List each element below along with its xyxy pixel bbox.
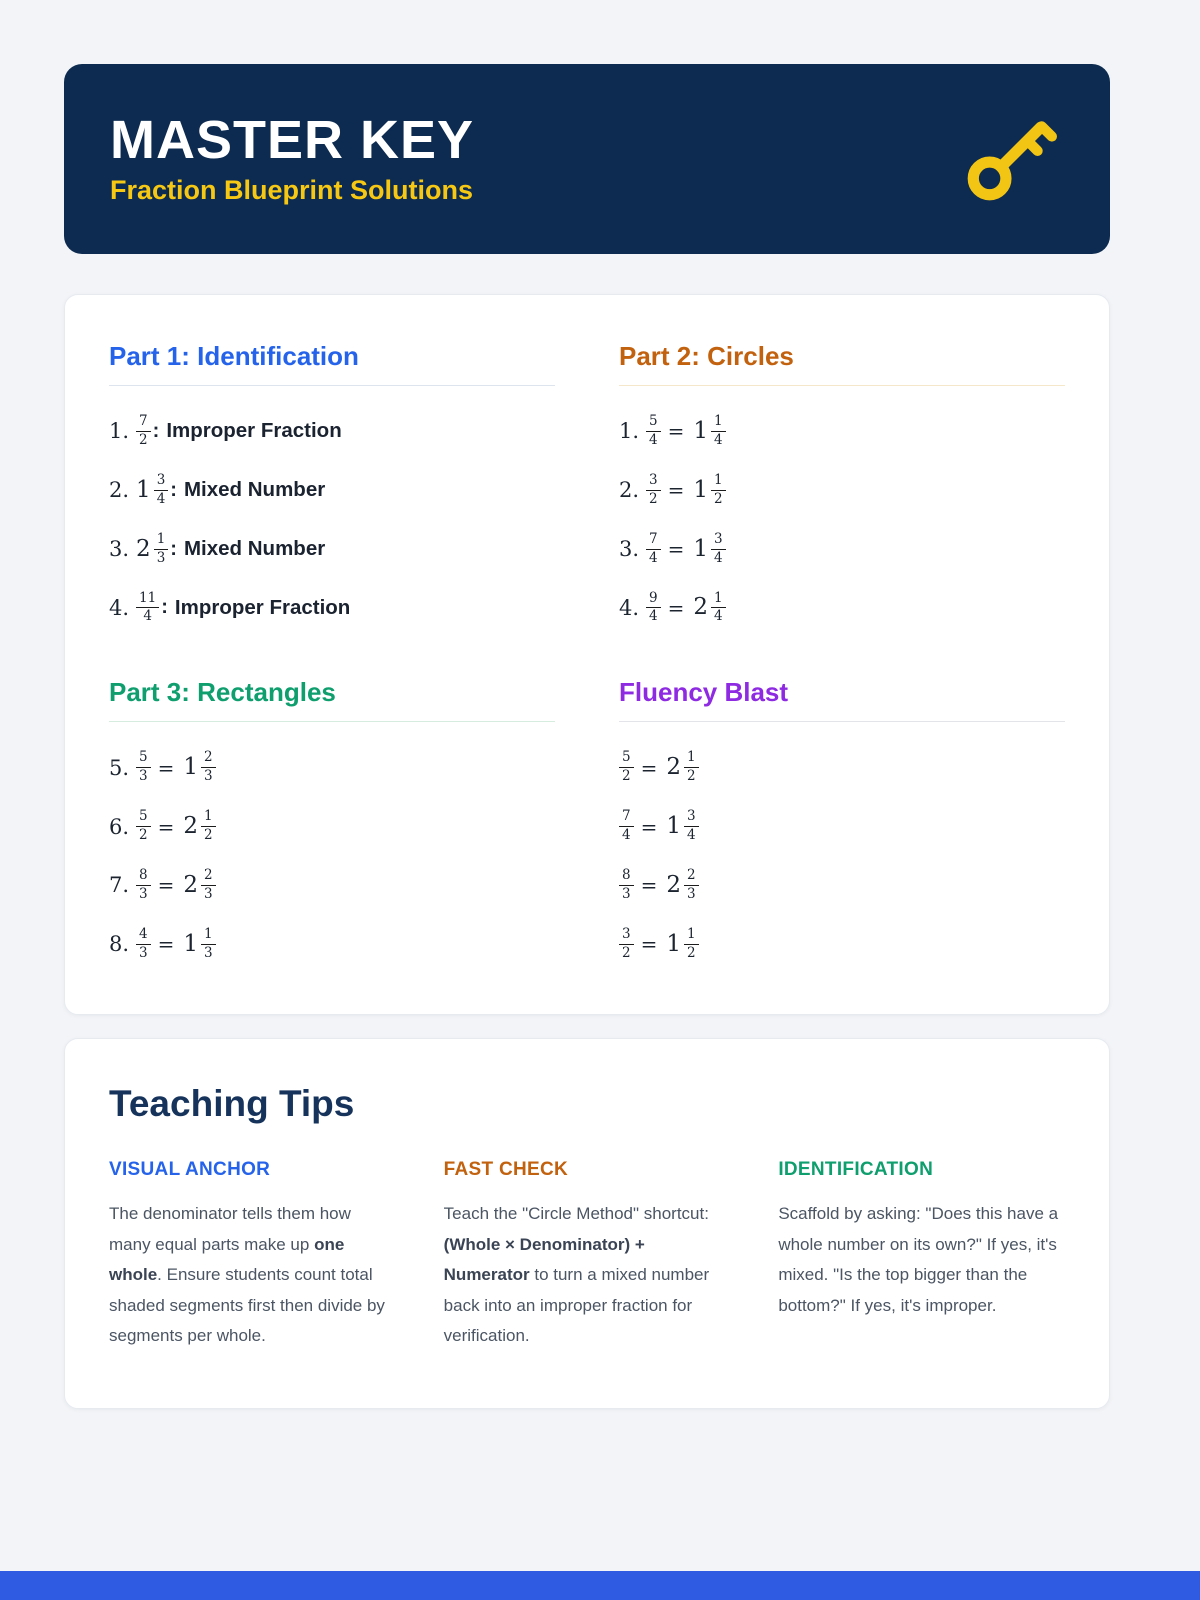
stacked-fraction <box>136 591 159 626</box>
answer-list <box>109 414 555 625</box>
numerator: 3 <box>154 473 169 491</box>
stacked-fraction <box>619 750 634 785</box>
fraction <box>619 868 634 903</box>
numerator: 3 <box>646 473 661 491</box>
fraction <box>646 591 661 626</box>
item-answer-label: Mixed Number <box>183 537 326 561</box>
whole-number: 2 <box>136 535 151 562</box>
numerator: 7 <box>646 532 661 550</box>
footer-strip <box>0 1571 1200 1600</box>
fraction <box>136 591 159 626</box>
answer-item <box>619 591 1065 626</box>
page-title: MASTER KEY <box>110 109 475 170</box>
tip-bold-text: one whole <box>109 1234 345 1285</box>
denominator: 2 <box>139 827 148 844</box>
item-number: 6. <box>109 814 130 839</box>
section-title: Fluency Blast <box>619 677 1065 722</box>
equals-sign: = <box>157 814 175 839</box>
whole-number: 1 <box>183 930 199 957</box>
teaching-tips-card <box>64 1038 1110 1409</box>
item-answer-label: Mixed Number <box>183 478 326 502</box>
fraction <box>136 927 151 962</box>
tip-text: Scaffold by asking: "Does this have a whole number on its own?" If yes, it's mixed. "Is the top bigger than the bottom?" If yes, it's improper. <box>778 1204 1059 1315</box>
key-icon <box>960 110 1058 208</box>
denominator: 4 <box>687 827 696 844</box>
numerator: 2 <box>684 868 699 886</box>
equals-sign: = <box>157 873 175 898</box>
numerator: 1 <box>154 532 169 550</box>
numerator: 1 <box>711 414 726 432</box>
denominator: 3 <box>139 768 148 785</box>
numerator: 1 <box>201 809 216 827</box>
denominator: 4 <box>649 549 658 566</box>
denominator: 2 <box>687 944 696 961</box>
numerator: 1 <box>684 750 699 768</box>
stacked-fraction <box>646 414 661 449</box>
whole-number: 2 <box>666 754 681 781</box>
denominator: 4 <box>622 827 631 844</box>
answer-section-part1-identification <box>109 341 555 625</box>
answers-grid <box>109 341 1065 962</box>
mixed-number <box>693 591 725 626</box>
answer-item <box>619 868 1065 903</box>
answer-item <box>109 750 555 785</box>
fraction <box>136 414 151 449</box>
answer-section-part3-rectangles <box>109 677 555 961</box>
item-number: 2. <box>109 478 130 503</box>
whole-number: 2 <box>666 871 681 898</box>
whole-number: 1 <box>666 813 681 840</box>
denominator: 2 <box>622 768 631 785</box>
numerator: 3 <box>711 532 726 550</box>
answer-list <box>619 750 1065 961</box>
item-answer-label: Improper Fraction <box>166 419 342 443</box>
tip-bold-text: (Whole × Denominator) + Numerator <box>443 1234 645 1285</box>
item-number: 7. <box>109 873 130 898</box>
stacked-fraction <box>684 927 699 962</box>
fraction <box>136 868 151 903</box>
whole-number: 1 <box>136 476 151 503</box>
whole-number: 1 <box>693 476 709 503</box>
tip-body <box>444 1199 731 1352</box>
whole-number: 2 <box>693 594 709 621</box>
mixed-number <box>693 414 725 449</box>
denominator: 4 <box>714 549 723 566</box>
tip-column <box>444 1159 731 1352</box>
item-number: 8. <box>109 932 130 957</box>
numerator: 8 <box>136 868 151 886</box>
equals-sign: = <box>640 814 658 839</box>
numerator: 5 <box>646 414 661 432</box>
item-number: 5. <box>109 755 130 780</box>
mixed-number <box>183 809 215 844</box>
stacked-fraction <box>154 473 169 508</box>
mixed-number <box>693 473 725 508</box>
section-title: Part 1: Identification <box>109 341 555 386</box>
numerator: 2 <box>201 868 216 886</box>
tips-grid <box>109 1159 1065 1352</box>
fraction <box>646 532 661 567</box>
answer-item <box>109 591 555 626</box>
denominator: 3 <box>156 549 166 566</box>
tip-text: Teach the "Circle Method" shortcut: <box>443 1204 709 1223</box>
denominator: 4 <box>143 608 152 625</box>
answer-section-fluency-blast <box>619 677 1065 961</box>
answer-item <box>109 414 555 449</box>
stacked-fraction <box>711 591 726 626</box>
numerator: 7 <box>619 809 634 827</box>
item-number: 3. <box>619 537 640 562</box>
fraction <box>136 809 151 844</box>
whole-number: 2 <box>183 871 199 898</box>
tip-body <box>109 1199 396 1352</box>
item-colon: : <box>170 537 177 560</box>
item-number: 2. <box>619 478 640 503</box>
denominator: 3 <box>139 885 148 902</box>
item-number: 4. <box>619 595 640 620</box>
numerator: 3 <box>684 809 699 827</box>
stacked-fraction <box>154 532 169 567</box>
numerator: 2 <box>201 750 216 768</box>
fraction <box>646 473 661 508</box>
tip-text: . Ensure students count total shaded segments first then divide by segments per whole. <box>109 1265 385 1346</box>
tip-column <box>778 1159 1065 1352</box>
numerator: 5 <box>619 750 634 768</box>
stacked-fraction <box>136 809 151 844</box>
equals-sign: = <box>157 755 175 780</box>
answer-item <box>619 414 1065 449</box>
mixed-number <box>183 927 215 962</box>
numerator: 1 <box>711 591 726 609</box>
page-subtitle: Fraction Blueprint Solutions <box>110 174 473 205</box>
stacked-fraction <box>619 868 634 903</box>
denominator: 3 <box>204 768 213 785</box>
stacked-fraction <box>619 809 634 844</box>
answer-item <box>109 809 555 844</box>
header-text-block <box>110 109 475 206</box>
item-number: 4. <box>109 595 130 620</box>
numerator: 5 <box>136 809 151 827</box>
stacked-fraction <box>136 414 151 449</box>
numerator: 7 <box>136 414 151 432</box>
stacked-fraction <box>201 868 216 903</box>
denominator: 4 <box>156 490 166 507</box>
stacked-fraction <box>619 927 634 962</box>
equals-sign: = <box>640 873 658 898</box>
numerator: 1 <box>711 473 726 491</box>
answer-list <box>619 414 1065 625</box>
denominator: 4 <box>649 431 658 448</box>
item-colon: : <box>152 419 160 442</box>
numerator: 1 <box>201 927 216 945</box>
whole-number: 1 <box>693 535 709 562</box>
mixed-number <box>666 868 698 903</box>
numerator: 4 <box>136 927 151 945</box>
whole-number: 1 <box>666 930 681 957</box>
stacked-fraction <box>646 591 661 626</box>
answers-card <box>64 294 1110 1015</box>
mixed-number <box>136 473 168 508</box>
numerator: 3 <box>619 927 634 945</box>
tip-text: to turn a mixed number back into an improper fraction for verification. <box>443 1265 710 1346</box>
answer-item <box>619 927 1065 962</box>
denominator: 3 <box>139 944 148 961</box>
equals-sign: = <box>667 478 685 503</box>
numerator: 8 <box>619 868 634 886</box>
item-number: 3. <box>109 537 130 562</box>
equals-sign: = <box>640 932 658 957</box>
fraction <box>136 750 151 785</box>
equals-sign: = <box>667 419 685 444</box>
denominator: 4 <box>714 608 723 625</box>
tip-body <box>778 1199 1065 1321</box>
item-number: 1. <box>109 419 130 444</box>
whole-number: 1 <box>183 754 199 781</box>
numerator: 1 <box>684 927 699 945</box>
fraction <box>619 750 634 785</box>
item-colon: : <box>161 596 168 619</box>
answer-item <box>109 927 555 962</box>
stacked-fraction <box>711 414 726 449</box>
stacked-fraction <box>711 473 726 508</box>
stacked-fraction <box>201 750 216 785</box>
mixed-number <box>666 809 698 844</box>
mixed-number <box>183 868 215 903</box>
stacked-fraction <box>684 868 699 903</box>
denominator: 3 <box>204 944 213 961</box>
numerator: 5 <box>136 750 151 768</box>
stacked-fraction <box>711 532 726 567</box>
section-title: Part 2: Circles <box>619 341 1065 386</box>
mixed-number <box>693 532 725 567</box>
stacked-fraction <box>136 927 151 962</box>
denominator: 4 <box>714 431 723 448</box>
answer-item <box>109 868 555 903</box>
denominator: 3 <box>622 885 631 902</box>
mixed-number <box>666 927 698 962</box>
stacked-fraction <box>201 809 216 844</box>
denominator: 2 <box>649 490 658 507</box>
answer-section-part2-circles <box>619 341 1065 625</box>
answer-item <box>619 750 1065 785</box>
answer-item <box>619 809 1065 844</box>
stacked-fraction <box>136 750 151 785</box>
fraction <box>646 414 661 449</box>
tip-heading: FAST CHECK <box>443 1159 569 1180</box>
stacked-fraction <box>201 927 216 962</box>
denominator: 2 <box>204 827 213 844</box>
answer-list <box>109 750 555 961</box>
denominator: 2 <box>687 768 696 785</box>
denominator: 2 <box>714 490 723 507</box>
equals-sign: = <box>667 537 685 562</box>
answer-item <box>109 532 555 567</box>
denominator: 2 <box>622 944 631 961</box>
equals-sign: = <box>157 932 175 957</box>
denominator: 4 <box>649 608 658 625</box>
stacked-fraction <box>684 750 699 785</box>
answer-item <box>109 473 555 508</box>
equals-sign: = <box>667 595 685 620</box>
equals-sign: = <box>640 755 658 780</box>
stacked-fraction <box>136 868 151 903</box>
header-card <box>64 64 1110 254</box>
stacked-fraction <box>684 809 699 844</box>
item-answer-label: Improper Fraction <box>174 595 351 619</box>
numerator: 9 <box>646 591 661 609</box>
mixed-number <box>136 532 168 567</box>
mixed-number <box>183 750 215 785</box>
mixed-number <box>666 750 698 785</box>
section-title: Part 3: Rectangles <box>109 677 555 722</box>
tip-text: The denominator tells them how many equal parts make up <box>109 1204 351 1254</box>
answer-item <box>619 473 1065 508</box>
whole-number: 1 <box>693 417 709 444</box>
answer-item <box>619 532 1065 567</box>
numerator: 11 <box>136 591 159 609</box>
denominator: 3 <box>687 885 696 902</box>
tips-title: Teaching Tips <box>109 1083 355 1124</box>
fraction <box>619 927 634 962</box>
whole-number: 2 <box>183 813 199 840</box>
stacked-fraction <box>646 532 661 567</box>
item-number: 1. <box>619 419 640 444</box>
fraction <box>619 809 634 844</box>
tip-heading: VISUAL ANCHOR <box>109 1159 271 1180</box>
item-colon: : <box>170 478 177 501</box>
stacked-fraction <box>646 473 661 508</box>
tip-column <box>109 1159 396 1352</box>
denominator: 3 <box>204 885 213 902</box>
tip-heading: IDENTIFICATION <box>778 1159 934 1180</box>
denominator: 2 <box>139 431 148 448</box>
